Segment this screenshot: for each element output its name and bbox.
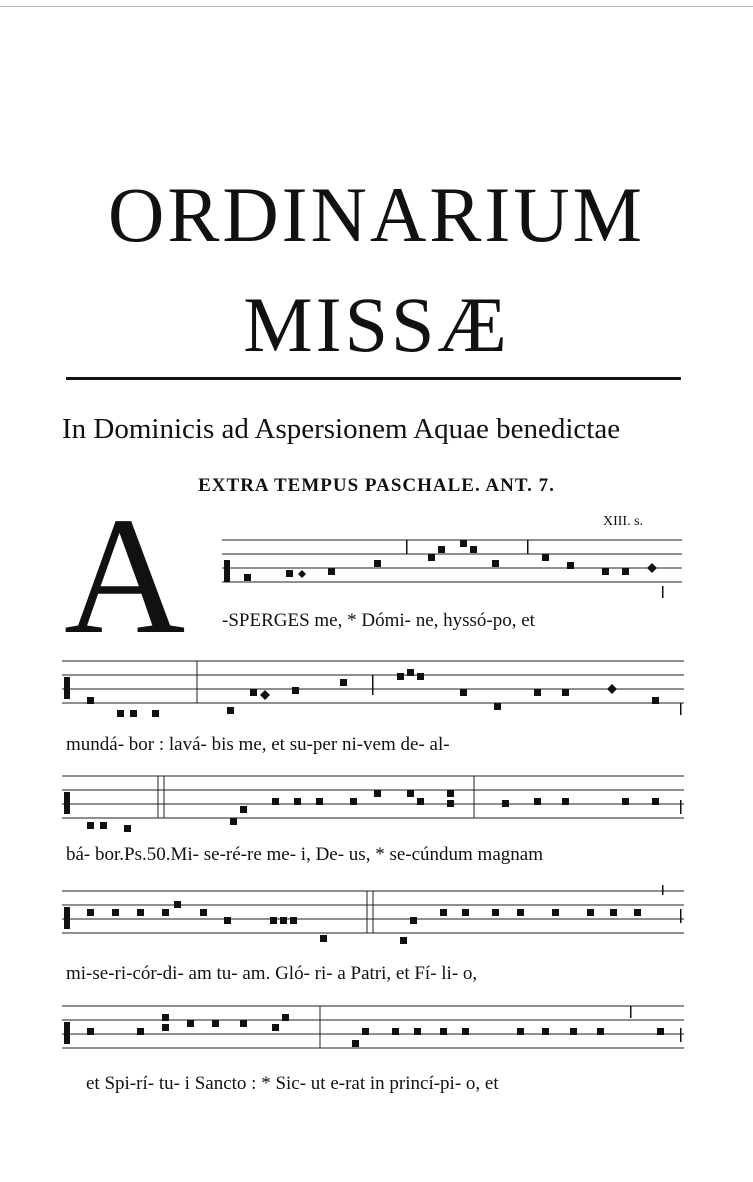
- lyric-line-5: et Spi-rí- tu- i Sancto : * Sic- ut e-rat in princí-pi- o, et: [86, 1073, 499, 1094]
- section-heading: In Dominicis ad Aspersionem Aquae benedictae: [62, 413, 621, 445]
- lyric-line-1: -SPERGES me, * Dómi- ne, hyssó-po, et: [222, 610, 535, 631]
- title-rule: [66, 377, 681, 380]
- chant-staff-4: [62, 885, 684, 955]
- mode-reference: XIII. s.: [603, 514, 644, 529]
- drop-cap-initial: A: [64, 483, 186, 669]
- lyric-line-4: mi-se-ri-cór-di- am tu- am. Gló- ri- a Patri, et Fí- li- o,: [66, 963, 478, 984]
- chant-staff-2: [62, 655, 684, 725]
- lyric-line-2: mundá- bor : lavá- bis me, et su-per ni-vem de- al-: [66, 734, 450, 755]
- lyric-line-3: bá- bor.Ps.50.Mi- se-ré-re me- i, De- us, * se-cúndum magnam: [66, 844, 543, 865]
- chant-staff-1: [222, 530, 682, 610]
- chant-subheading: EXTRA TEMPUS PASCHALE. ANT. 7.: [198, 475, 555, 496]
- chant-staff-3: [62, 770, 684, 840]
- page-top-edge: [0, 6, 753, 7]
- title-line-1: ORDINARIUM: [108, 171, 645, 258]
- chant-staff-5: [62, 1000, 684, 1070]
- title-line-2: MISSÆ: [243, 281, 510, 368]
